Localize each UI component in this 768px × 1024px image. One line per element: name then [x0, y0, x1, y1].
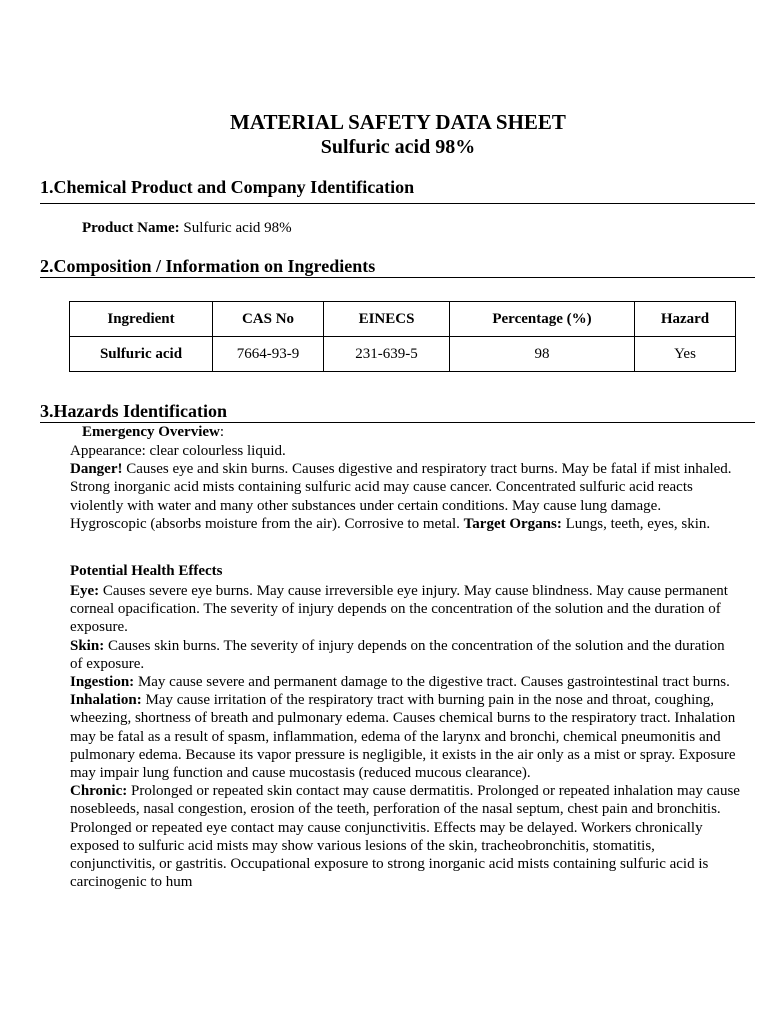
table-cell: 231-639-5	[324, 337, 450, 372]
product-name-line	[82, 220, 292, 237]
table-header-cell: Percentage (%)	[450, 302, 635, 337]
skin-label: Skin:	[70, 637, 105, 654]
emergency-overview-title: Emergency Overview	[82, 424, 220, 440]
target-organs-text: Lungs, teeth, eyes, skin.	[561, 515, 711, 532]
inhalation-label: Inhalation:	[70, 692, 142, 709]
ingestion-label: Ingestion:	[70, 674, 135, 691]
table-cell: Yes	[635, 337, 736, 372]
eye-label: Eye:	[70, 583, 100, 599]
table-cell: 98	[450, 337, 635, 372]
danger-paragraph	[70, 460, 740, 533]
ingredients-table	[69, 301, 736, 372]
health-effects-paragraph	[70, 582, 740, 891]
emergency-overview-paragraph	[70, 442, 740, 533]
section-2-heading: 2.Composition / Information on Ingredients	[40, 256, 376, 276]
table-header-cell: CAS No	[213, 302, 324, 337]
section-1-heading: 1.Chemical Product and Company Identification	[40, 177, 415, 197]
section-3-rule	[40, 422, 755, 423]
health-effects-heading: Potential Health Effects	[70, 563, 223, 579]
product-name-label: Product Name:	[82, 220, 180, 236]
table-row	[70, 337, 736, 372]
table-cell: Sulfuric acid	[70, 337, 213, 372]
chronic-effects	[70, 782, 740, 891]
target-organs-label: Target Organs:	[463, 515, 562, 532]
section-3-heading: 3.Hazards Identification	[40, 401, 227, 421]
inhalation-text: May cause irritation of the respiratory tract with burning pain in the nose and throat, coughing, wheezing, shortness of breath and pulmonary edema. Causes chemical burns to the respiratory tract. Inhalation may be fatal as a result of spasm, inflammation, edema of the larynx and bronchi, chemical pneumonitis and pulmonary edema. Because its vapor pressure is negligible, it exists in the air only as a mist or spray. Exposure may impair lung function and cause mucostasis (reduced mucous clearance).	[70, 692, 736, 782]
section-2-rule	[40, 277, 755, 278]
ingestion-effects	[70, 673, 740, 691]
skin-text: Causes skin burns. The severity of injury depends on the concentration of the solution and the duration of exposure.	[70, 637, 725, 672]
emergency-overview-colon: :	[219, 424, 225, 440]
table-header-row	[70, 302, 736, 337]
product-name-value: Sulfuric acid 98%	[179, 220, 292, 236]
section-1-rule	[40, 203, 755, 204]
emergency-overview-label	[82, 424, 224, 441]
inhalation-effects	[70, 691, 740, 782]
table-cell: 7664-93-9	[213, 337, 324, 372]
table-header-cell: EINECS	[324, 302, 450, 337]
ingestion-text: May cause severe and permanent damage to the digestive tract. Causes gastrointestinal tract burns.	[134, 674, 730, 691]
eye-text: Causes severe eye burns. May cause irreversible eye injury. May cause blindness. May cause permanent corneal opacification. The severity of injury depends on the concentration of the solution and the duration of exposure.	[70, 583, 728, 636]
chronic-label: Chronic:	[70, 783, 128, 800]
chronic-text: Prolonged or repeated skin contact may cause dermatitis. Prolonged or repeated inhalation may cause nosebleeds, nasal congestion, erosion of the teeth, perforation of the nasal septum, chest pain and bronchitis. Prolonged or repeated eye contact may cause conjunctivitis. Effects may be delayed. Workers chronically exposed to sulfuric acid mists may show various lesions of the skin, tracheobronchitis, stomatitis, conjunctivitis, or gastritis. Occupational exposure to strong inorganic acid mists containing sulfuric acid is carcinogenic to hum	[70, 783, 740, 891]
danger-text: Causes eye and skin burns. Causes digestive and respiratory tract burns. May be fatal if mist inhaled. Strong inorganic acid mists containing sulfuric acid may cause cancer. Concentrated sulfuric acid reacts violently with water and many other substances under certain conditions. May cause lung damage. Hygroscopic (absorbs moisture from the air). Corrosive to metal.	[70, 461, 732, 532]
table-header-cell: Ingredient	[70, 302, 213, 337]
eye-effects	[70, 582, 740, 637]
appearance-line: Appearance: clear colourless liquid.	[70, 443, 286, 459]
document-title: MATERIAL SAFETY DATA SHEET	[230, 110, 566, 134]
danger-label: Danger!	[70, 461, 123, 478]
table-header-cell: Hazard	[635, 302, 736, 337]
document-subtitle: Sulfuric acid 98%	[320, 136, 476, 158]
skin-effects	[70, 637, 740, 673]
